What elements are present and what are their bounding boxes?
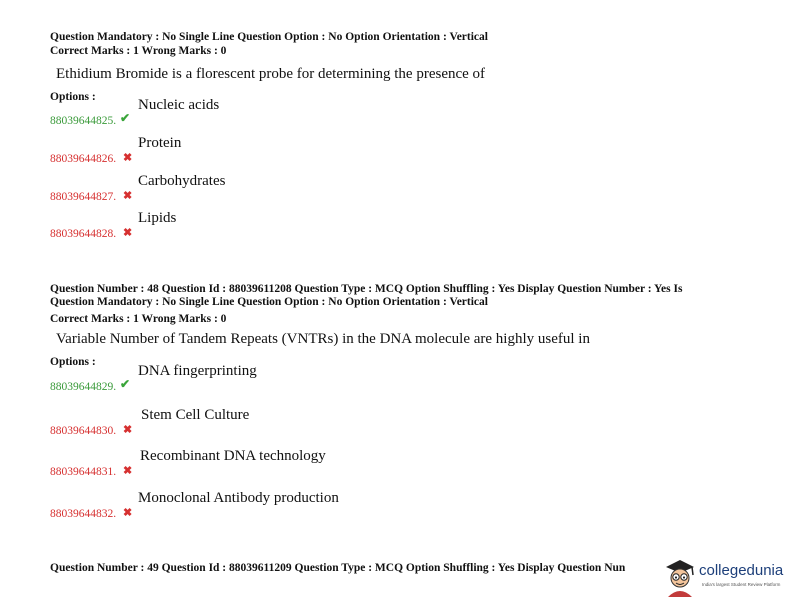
- cross-icon: ✖: [123, 465, 133, 477]
- check-icon: ✔: [120, 111, 131, 125]
- option-id: 88039644827.: [50, 191, 117, 203]
- brand-name: collegedunia: [699, 562, 784, 579]
- options-label: Options :: [50, 91, 96, 103]
- option-text: Protein: [138, 135, 182, 151]
- question-meta-line: Question Mandatory : No Single Line Question Option : No Option Orientation : Vertical: [50, 296, 488, 308]
- cross-icon: ✖: [123, 190, 133, 202]
- option-item: [50, 490, 550, 520]
- brand-tagline: India's largest Student Review Platform: [702, 582, 781, 587]
- option-item: [50, 210, 550, 240]
- option-text: Monoclonal Antibody production: [138, 490, 339, 506]
- option-item: [50, 173, 550, 203]
- question-meta-line: Question Mandatory : No Single Line Question Option : No Option Orientation : Vertical: [50, 31, 488, 43]
- cross-icon: ✖: [123, 152, 133, 164]
- option-text: DNA fingerprinting: [138, 363, 257, 379]
- option-item: [50, 135, 550, 165]
- question-text: Ethidium Bromide is a florescent probe for determining the presence of: [56, 66, 486, 82]
- option-item: [50, 407, 550, 437]
- option-item: [50, 97, 550, 127]
- question-meta-line: Question Number : 49 Question Id : 88039611209 Question Type : MCQ Option Shuffling : Yes Display Question Nun: [50, 562, 626, 574]
- cross-icon: ✖: [123, 227, 133, 239]
- option-item: [50, 363, 550, 393]
- option-id: 88039644829.: [50, 381, 117, 393]
- check-icon: ✔: [120, 377, 131, 391]
- option-text: Lipids: [138, 210, 177, 226]
- option-item: [50, 448, 550, 478]
- option-id: 88039644825.: [50, 115, 117, 127]
- option-id: 88039644830.: [50, 425, 117, 437]
- question-text: Variable Number of Tandem Repeats (VNTRs) in the DNA molecule are highly useful in: [56, 331, 590, 347]
- option-id: 88039644832.: [50, 508, 117, 520]
- option-text: Stem Cell Culture: [141, 407, 250, 423]
- collegedunia-logo: [662, 557, 788, 599]
- cross-icon: ✖: [123, 507, 133, 519]
- marks-line: Correct Marks : 1 Wrong Marks : 0: [50, 313, 227, 325]
- question-meta-line: Question Number : 48 Question Id : 88039611208 Question Type : MCQ Option Shuffling : Yes Display Question Number : Yes Is: [50, 283, 683, 295]
- option-text: Nucleic acids: [138, 97, 220, 113]
- marks-line: Correct Marks : 1 Wrong Marks : 0: [50, 45, 227, 57]
- option-id: 88039644826.: [50, 153, 117, 165]
- mascot-icon: [662, 557, 698, 597]
- option-text: Recombinant DNA technology: [140, 448, 326, 464]
- cross-icon: ✖: [123, 424, 133, 436]
- option-id: 88039644828.: [50, 228, 117, 240]
- options-label: Options :: [50, 356, 96, 368]
- option-text: Carbohydrates: [138, 173, 226, 189]
- option-id: 88039644831.: [50, 466, 117, 478]
